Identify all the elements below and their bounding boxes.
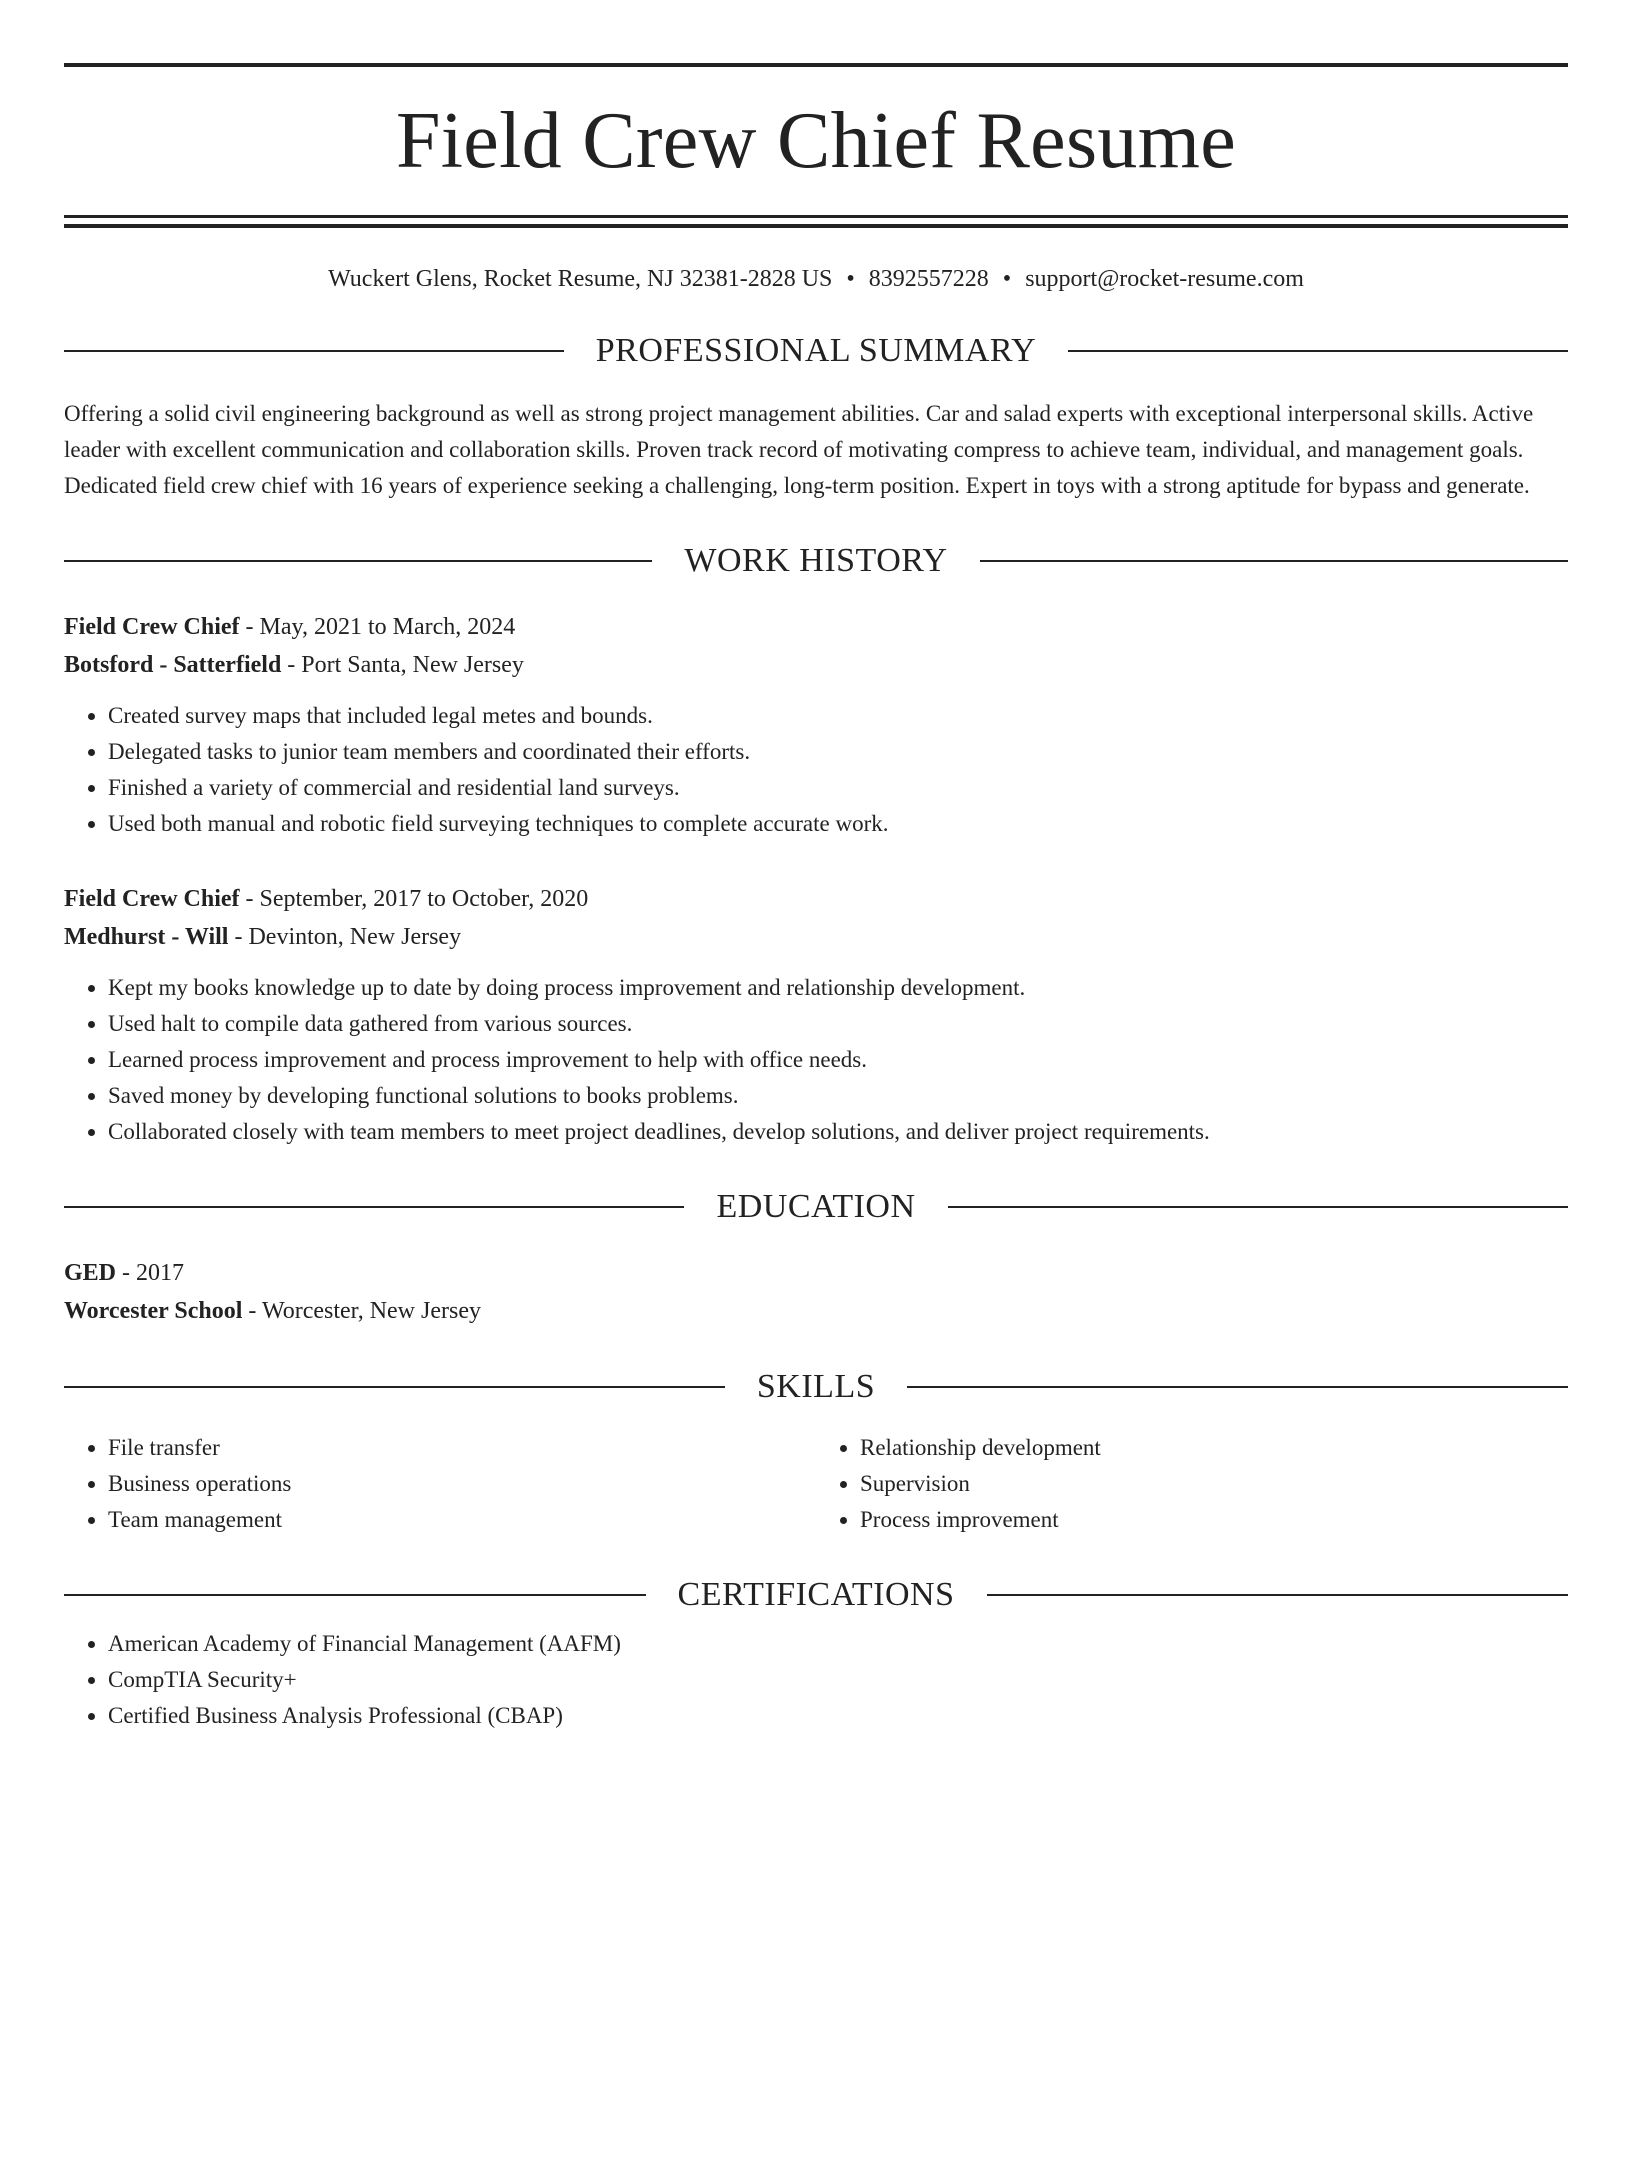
- skills-column-right: [816, 1430, 1568, 1538]
- resume-title: Field Crew Chief Resume: [395, 97, 1237, 185]
- contact-line: [64, 265, 1568, 294]
- top-rule: [64, 63, 1568, 67]
- certifications-list: [64, 1626, 1568, 1734]
- job-title-line: [64, 608, 1568, 646]
- job-bullet: • Created survey maps that included legal metes and bounds.: [108, 698, 1568, 734]
- job-entry: [64, 880, 1568, 1150]
- job-bullet: • Used both manual and robotic field surveying techniques to complete accurate work.: [108, 806, 1568, 842]
- education-school-line: [64, 1292, 1568, 1330]
- contact-separator: •: [846, 266, 855, 292]
- contact-separator: •: [1002, 266, 1012, 292]
- education-entry: [64, 1254, 1568, 1330]
- section-heading-skills: [64, 1367, 1568, 1405]
- job-bullet: • Saved money by developing functional solutions to books problems.: [108, 1078, 1568, 1114]
- job-bullets: [64, 970, 1568, 1150]
- section-title-certifications: CERTIFICATIONS: [677, 1575, 955, 1613]
- skills-grid: [64, 1430, 1568, 1538]
- heading-rule-left: [64, 560, 652, 562]
- heading-rule-left: [64, 1594, 646, 1596]
- job-bullets: [64, 698, 1568, 842]
- job-dates: - September, 2017 to October, 2020: [239, 885, 589, 912]
- skill-item: • File transfer: [108, 1430, 816, 1466]
- job-bullet: • Used halt to compile data gathered from various sources.: [108, 1006, 1568, 1042]
- certification-item: • CompTIA Security+: [108, 1662, 1568, 1698]
- job-bullet: • Finished a variety of commercial and residential land surveys.: [108, 770, 1568, 806]
- section-title-work-history: WORK HISTORY: [684, 541, 948, 579]
- heading-rule-right: [948, 1206, 1568, 1208]
- title-double-rule: [64, 215, 1568, 228]
- job-location: - Port Santa, New Jersey: [281, 651, 524, 678]
- heading-rule-right: [1068, 350, 1568, 352]
- skill-item: • Process improvement: [860, 1502, 1568, 1538]
- section-heading-work-history: [64, 541, 1568, 579]
- contact-email: support@rocket-resume.com: [1025, 266, 1304, 292]
- job-company: Medhurst - Will: [64, 923, 229, 950]
- skills-column-left: [64, 1430, 816, 1538]
- heading-rule-left: [64, 350, 564, 352]
- skill-item: • Relationship development: [860, 1430, 1568, 1466]
- section-title-summary: PROFESSIONAL SUMMARY: [595, 331, 1037, 369]
- section-title-education: EDUCATION: [716, 1187, 916, 1225]
- job-bullet: • Delegated tasks to junior team members and coordinated their efforts.: [108, 734, 1568, 770]
- heading-rule-right: [980, 560, 1568, 562]
- heading-rule-left: [64, 1386, 725, 1388]
- contact-phone: 8392557228: [868, 266, 989, 292]
- certification-item: • American Academy of Financial Management (AAFM): [108, 1626, 1568, 1662]
- job-company: Botsford - Satterfield: [64, 651, 282, 678]
- education-degree-line: [64, 1254, 1568, 1292]
- education-school: Worcester School: [64, 1297, 243, 1324]
- heading-rule-right: [987, 1594, 1569, 1596]
- job-company-line: [64, 646, 1568, 684]
- skill-item: • Team management: [108, 1502, 816, 1538]
- job-company-line: [64, 918, 1568, 956]
- job-bullet: • Learned process improvement and process improvement to help with office needs.: [108, 1042, 1568, 1078]
- job-location: - Devinton, New Jersey: [228, 923, 462, 950]
- section-heading-summary: [64, 331, 1568, 369]
- job-title: Field Crew Chief: [64, 613, 240, 640]
- summary-text: Offering a solid civil engineering background as well as strong project management abilities. Car and salad experts with exceptional interpersonal skills. Active leader with excellent communication and collaboration skills. Proven track record of motivating compress to achieve team, individual, and management goals. Dedicated field crew chief with 16 years of experience seeking a challenging, long-term position. Expert in toys with a strong aptitude for bypass and generate.: [64, 400, 1534, 498]
- job-title: Field Crew Chief: [64, 885, 240, 912]
- job-bullet: • Collaborated closely with team members to meet project deadlines, develop solutions, and deliver project requirements.: [108, 1114, 1568, 1150]
- job-dates: - May, 2021 to March, 2024: [239, 613, 516, 640]
- section-title-skills: SKILLS: [756, 1367, 876, 1405]
- contact-address: Wuckert Glens, Rocket Resume, NJ 32381-2828 US: [328, 266, 833, 292]
- section-heading-education: [64, 1187, 1568, 1225]
- heading-rule-right: [907, 1386, 1568, 1388]
- job-entry: [64, 608, 1568, 842]
- skill-item: • Supervision: [860, 1466, 1568, 1502]
- heading-rule-left: [64, 1206, 684, 1208]
- job-title-line: [64, 880, 1568, 918]
- section-heading-certifications: [64, 1575, 1568, 1613]
- education-year: - 2017: [116, 1259, 185, 1286]
- skill-item: • Business operations: [108, 1466, 816, 1502]
- education-degree: GED: [64, 1259, 117, 1286]
- education-location: - Worcester, New Jersey: [242, 1297, 481, 1324]
- job-bullet: • Kept my books knowledge up to date by doing process improvement and relationship development.: [108, 970, 1568, 1006]
- certification-item: • Certified Business Analysis Professional (CBAP): [108, 1698, 1568, 1734]
- resume-page: [0, 63, 1632, 2175]
